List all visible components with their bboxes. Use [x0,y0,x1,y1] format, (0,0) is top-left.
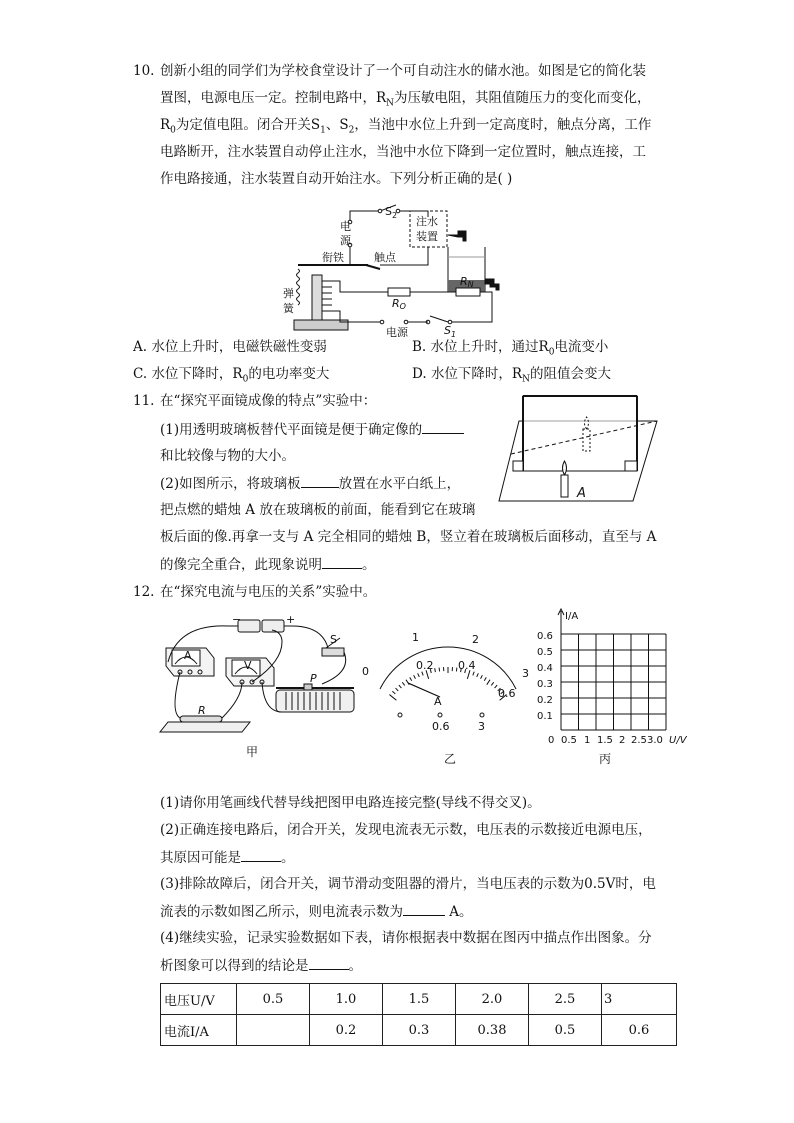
figure-jia-caption: 甲 [246,745,259,759]
meter-tick [481,675,483,679]
q10-label-s1: $S_1$ [444,324,457,337]
y-tick-0-5: 0.5 [537,647,553,658]
q12-figure-yi [360,625,535,770]
table-cell: 0.6 [602,1015,677,1046]
q10-option-d: D. 水位下降时，$R_N$的阻值会变大 [412,366,611,385]
answer-blank[interactable] [322,554,362,569]
scale-inner-0-4: 0.4 [458,659,476,672]
y-tick-0-4: 0.4 [537,663,553,674]
q12-part4-b: 析图象可以得到的结论是 。 [160,955,362,976]
table-cell: 0.5 [237,984,310,1015]
meter-tick [484,677,486,680]
q12-part4-a: (4)继续实验，记录实验数据如下表，请你根据表中数据在图丙中描点作出图象。分 [160,930,652,946]
q10-label-power-top-2: 源 [340,234,351,247]
battery-minus-label: − [232,613,242,626]
table-cell: 1.5 [383,984,456,1015]
q11-figure-label-a: A [577,486,586,501]
table-row [161,1015,677,1046]
x-tick-1: 1 [584,735,591,746]
meter-tick [389,695,396,701]
q11-mirror-figure [495,393,665,505]
slider-label: P [310,672,317,685]
q12-part3-a: (3)排除故障后，闭合开关，调节滑动变阻器的滑片，当电压表的示数为0.5V时，电 [160,876,656,892]
meter-unit: A [434,695,442,708]
q10-label-power-bottom: 电源 [386,326,408,337]
q12-part3-b: 流表的示数如图乙所示，则电流表示数为 A。 [160,901,473,922]
q12-part2-a: (2)正确连接电路后，闭合开关，发现电流表无示数，电压表的示数接近电源电压， [160,822,652,838]
table-cell: 3 [602,984,677,1015]
q10-option-c: C. 水位下降时，$R_0$的电功率变大 [133,366,330,385]
y-axis-label: I/A [565,611,579,622]
meter-tick [487,680,490,685]
resistor-label: R [198,704,206,717]
answer-blank[interactable] [403,901,445,916]
meter-tick [473,672,474,676]
q11-part1-a: (1)用透明玻璃板替代平面镜是便于确定像的 [160,419,464,440]
figure-bing-caption: 丙 [599,752,612,766]
table-cell: 0.3 [383,1015,456,1046]
q10-line-4: 电路断开，注水装置自动停止注水，当池中水位下降到一定位置时，触点连接，工 [160,144,646,160]
table-cell: 1.0 [310,984,383,1015]
q10-label-spring-1: 弹 [283,287,294,300]
meter-tick [414,675,416,679]
answer-blank[interactable] [309,955,349,970]
terminal-3: 3 [478,720,485,733]
y-tick-0-1: 0.1 [537,711,553,722]
q10-label-s2: $S_2$ [385,205,398,220]
q10-label-power-top-1: 电 [340,220,351,233]
x-tick-0: 0 [548,735,555,746]
q11-part2-d: 板后面的像.再拿一支与 A 完全相同的蜡烛 B，竖立着在玻璃板后面移动，直至与 A [160,529,657,545]
voltmeter-label: V [244,659,252,672]
meter-tick [402,682,404,685]
q10-number: 10. [133,63,155,79]
answer-blank[interactable] [301,473,339,488]
q11-part2-a: (2)如图所示，将玻璃板 放置在水平白纸上， [160,473,460,494]
q10-line-1: 创新小组的同学们为学校食堂设计了一个可自动注水的储水池。如图是它的简化装 [160,63,646,79]
ammeter-label: A [184,649,192,662]
q12-data-table [160,983,677,1046]
q10-option-b: B. 水位上升时，通过$R_0$电流变小 [412,339,609,358]
meter-tick [435,668,436,672]
table-header-voltage: 电压U/V [161,984,237,1015]
q10-label-r0: RO [392,297,406,311]
meter-tick [422,672,423,676]
q11-part2-e: 的像完全重合，此现象说明 。 [160,554,376,575]
answer-blank[interactable] [241,847,281,862]
y-tick-0-2: 0.2 [537,695,553,706]
q10-line-3: $R_0$为定值电阻。闭合开关$S_1$、$S_2$，当池中水位上升到一定高度时，触点分离，工作 [160,117,652,136]
table-cell: 0.5 [529,1015,602,1046]
switch-label: S [330,633,337,646]
scale-outer-0: 0 [362,665,369,678]
figure-yi-caption: 乙 [444,752,457,766]
scale-inner-0-2: 0.2 [416,659,434,672]
q11-part2-c: 把点燃的蜡烛 A 放在玻璃板的前面，能看到它在玻璃 [160,502,476,518]
scale-inner-0-6: 0.6 [498,687,516,700]
q11-stem: 在“探究平面镜成像的特点”实验中： [160,393,377,409]
q12-part2-b: 其原因可能是 。 [160,847,295,868]
scale-outer-2: 2 [472,633,479,646]
q10-label-injector-1: 注水 [416,215,438,228]
scale-outer-1: 1 [412,631,419,644]
x-axis-label: U/V [669,735,687,746]
x-tick-0-5: 0.5 [561,735,577,746]
table-cell: 2.5 [529,984,602,1015]
q10-label-rn: RN [460,275,474,289]
battery-plus-label: + [286,613,296,626]
q10-circuit-figure [280,195,520,337]
meter-tick [491,682,493,685]
table-cell-empty[interactable] [237,1015,310,1046]
y-tick-0-6: 0.6 [537,631,553,642]
scale-outer-3: 3 [522,667,529,680]
x-tick-2-5: 2.5 [631,735,647,746]
q10-line-5: 作电路接通，注水装置自动开始注水。下列分析正确的是( ) [160,171,513,187]
q11-part1-b: 和比较像与物的大小。 [160,448,295,464]
q11-number: 11. [133,393,155,409]
x-tick-3-0: 3.0 [647,735,663,746]
x-tick-1-5: 1.5 [597,735,613,746]
meter-tick [418,673,420,677]
q12-stem: 在“探究电流与电压的关系”实验中。 [160,584,377,600]
q10-label-contact: 触点 [374,251,396,264]
meter-tick [392,691,395,694]
q10-label-injector-2: 装置 [416,230,438,243]
meter-tick [399,685,402,688]
q10-line-2: 置图，电源电压一定。控制电路中，$R_N$为压敏电阻，其阻值随压力的变化而变化， [160,90,651,109]
table-header-current: 电流I/A [161,1015,237,1046]
q12-number: 12. [133,584,155,600]
table-cell: 0.2 [310,1015,383,1046]
table-cell: 0.38 [456,1015,529,1046]
q10-option-a: A. 水位上升时，电磁铁磁性变弱 [133,339,327,355]
meter-tick [495,685,498,688]
q10-label-armature: 衔铁 [322,251,344,264]
meter-pointer [408,683,440,697]
table-row [161,984,677,1015]
meter-tick [396,688,399,691]
answer-blank[interactable] [422,419,464,434]
q10-label-spring-2: 簧 [283,302,294,315]
q12-figure-bing [535,605,697,770]
x-tick-2: 2 [619,735,626,746]
q12-part1: (1)请你用笔画线代替导线把图甲电路连接完整(导线不得交叉)。 [160,795,541,811]
meter-tick [477,673,479,677]
y-tick-0-3: 0.3 [537,679,553,690]
meter-tick [410,677,412,680]
table-cell: 2.0 [456,984,529,1015]
terminal-0-6: 0.6 [432,720,450,733]
q12-figure-jia [158,610,363,770]
